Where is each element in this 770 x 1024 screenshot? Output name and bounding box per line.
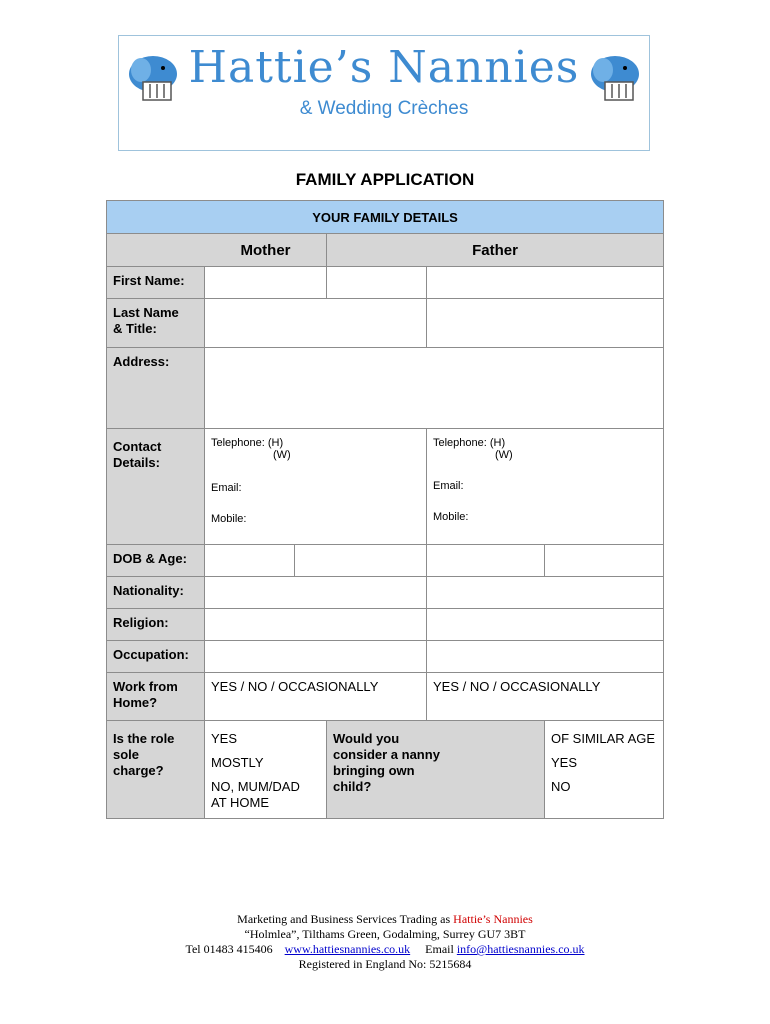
mother-first-name-field[interactable]: [205, 267, 327, 299]
column-header-father: Father: [327, 234, 664, 267]
section-header: YOUR FAMILY DETAILS: [107, 201, 664, 234]
logo-box: [118, 35, 650, 151]
father-first-name-field[interactable]: [427, 267, 664, 299]
logo-title: Hattie’s Nannies: [188, 42, 580, 93]
label-occupation: Occupation:: [107, 641, 205, 673]
page-title: FAMILY APPLICATION: [295, 170, 475, 189]
label-last-name: Last Name & Title:: [107, 299, 205, 348]
label-work-from-home: Work from Home?: [107, 673, 205, 721]
label-nationality: Nationality:: [107, 577, 205, 609]
father-contact-field[interactable]: Telephone: (H) (W) Email: Mobile:: [427, 429, 664, 545]
mother-age-field[interactable]: [295, 545, 427, 577]
label-sole-charge: Is the role sole charge?: [107, 721, 205, 819]
footer-registered: Registered in England No: 5215684: [298, 957, 472, 971]
nanny-own-child-options[interactable]: OF SIMILAR AGE YES NO: [545, 721, 664, 819]
mother-first-name-field-ext[interactable]: [327, 267, 427, 299]
website-link[interactable]: www.hattiesnannies.co.uk: [284, 942, 411, 956]
mother-occupation-field[interactable]: [205, 641, 427, 673]
footer-contact: Tel 01483 415406 www.hattiesnannies.co.uk Email info@hattiesnannies.co.uk: [185, 942, 585, 956]
mother-dob-field[interactable]: [205, 545, 295, 577]
footer: [0, 912, 770, 972]
father-nationality-field[interactable]: [427, 577, 664, 609]
label-religion: Religion:: [107, 609, 205, 641]
label-first-name: First Name:: [107, 267, 205, 299]
father-work-options[interactable]: YES / NO / OCCASIONALLY: [427, 673, 664, 721]
footer-address: “Holmlea”, Tilthams Green, Godalming, Surrey GU7 3BT: [244, 927, 526, 941]
mother-religion-field[interactable]: [205, 609, 427, 641]
elephant-logo-icon: [585, 48, 645, 106]
mother-nationality-field[interactable]: [205, 577, 427, 609]
father-age-field[interactable]: [545, 545, 664, 577]
father-occupation-field[interactable]: [427, 641, 664, 673]
label-dob-age: DOB & Age:: [107, 545, 205, 577]
mother-last-name-field[interactable]: [205, 299, 427, 348]
father-last-name-field[interactable]: [427, 299, 664, 348]
address-field[interactable]: [205, 348, 664, 429]
logo-subtitle: & Wedding Crèches: [299, 98, 469, 119]
family-details-table: [106, 200, 664, 819]
mother-work-options[interactable]: YES / NO / OCCASIONALLY: [205, 673, 427, 721]
label-contact-details: Contact Details:: [107, 429, 205, 545]
column-header-mother: Mother: [107, 234, 327, 267]
email-link[interactable]: info@hattiesnannies.co.uk: [456, 942, 585, 956]
sole-charge-options[interactable]: YES MOSTLY NO, MUM/DAD AT HOME: [205, 721, 327, 819]
footer-line-1: Marketing and Business Services Trading as Hattie’s Nannies: [237, 912, 533, 926]
father-dob-field[interactable]: [427, 545, 545, 577]
father-religion-field[interactable]: [427, 609, 664, 641]
label-address: Address:: [107, 348, 205, 429]
mother-contact-field[interactable]: Telephone: (H) (W) Email: Mobile:: [205, 429, 427, 545]
nanny-own-child-question: Would you consider a nanny bringing own child?: [327, 721, 545, 819]
